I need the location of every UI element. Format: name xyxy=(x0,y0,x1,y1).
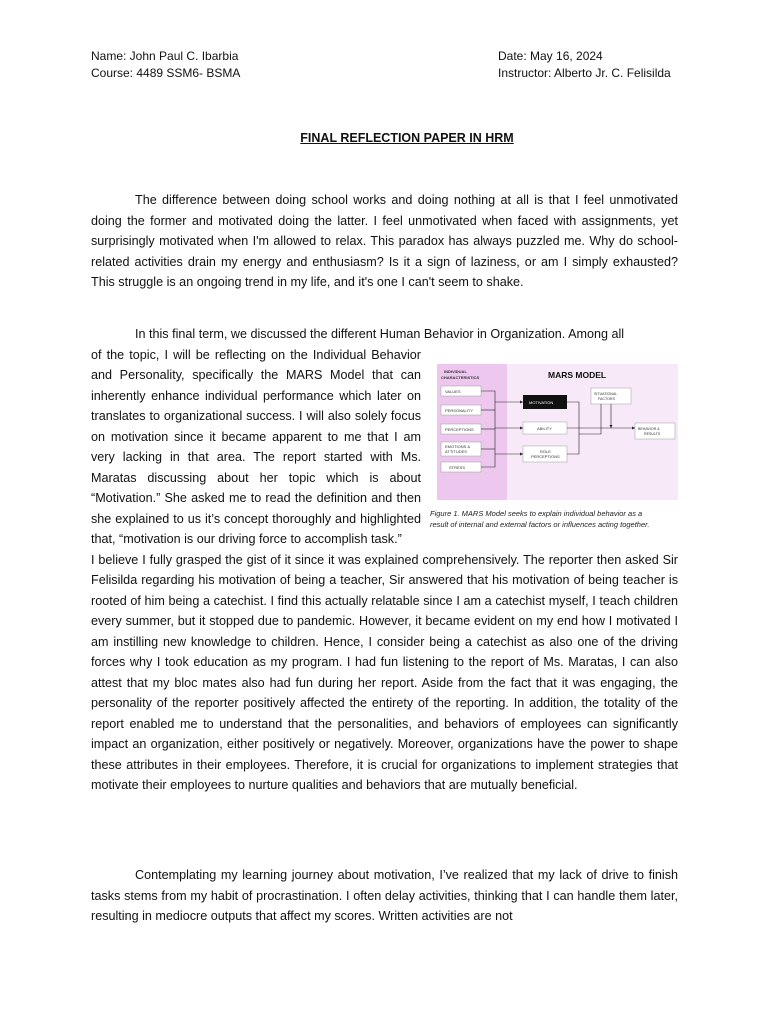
situational-factors-box xyxy=(591,388,631,404)
header-right xyxy=(498,48,671,81)
attitudes-label: ATTITUDES xyxy=(445,449,467,454)
header-left xyxy=(91,48,240,81)
stress-label: STRESS xyxy=(449,465,466,470)
mars-model-diagram xyxy=(437,364,678,500)
role-line1: ROLE xyxy=(540,449,551,454)
paragraph-2-wrapped-text: of the topic, I will be reflecting on the Individual Behavior and Personality, specifically the MARS Model that can inherently enhance individual performance which later on translates to organizational success. I will also solely focus on motivation since it became apparent to me that I am very lacking in that area. The report started with Ms. Maratas discussing about her topic which is about “Motivation.” She asked me to read the definition and then she explained to us it’s concept thoroughly and highlighted that, “motivation is our driving force to accomplish task.” xyxy=(91,347,421,546)
motivation-label: MOTIVATION xyxy=(529,400,554,405)
left-header-line2: CHARACTERISTICS xyxy=(441,375,480,380)
perceptions-label: PERCEPTIONS xyxy=(445,427,474,432)
instructor-line: Instructor: Alberto Jr. C. Felisilda xyxy=(498,65,671,80)
date-line: Date: May 16, 2024 xyxy=(498,49,603,63)
behavior-results-box xyxy=(635,423,675,439)
paragraph-2-first-line: In this final term, we discussed the different Human Behavior in Organization. Among all xyxy=(135,327,625,341)
student-name: Name: John Paul C. Ibarbia xyxy=(91,49,239,63)
role-line2: PERCEPTIONS xyxy=(531,454,560,459)
figure-title: MARS MODEL xyxy=(548,370,607,380)
values-label: VALUES xyxy=(445,389,461,394)
personality-label: PERSONALITY xyxy=(445,408,474,413)
ability-label: ABILITY xyxy=(537,426,552,431)
behavior-line1: BEHAVIOR & xyxy=(638,427,660,431)
mars-model-figure xyxy=(437,364,678,500)
paragraph-3: Contemplating my learning journey about motivation, I’ve realized that my lack of drive to finish tasks stems from my habit of procrastination. I often delay activities, thinking that I can handle them later, resulting in mediocre outputs that affect my scores. Written activities are not xyxy=(91,868,678,923)
situational-line1: SITUATIONAL xyxy=(594,392,618,396)
course-line: Course: 4489 SSM6- BSMA xyxy=(91,65,241,80)
page-title: FINAL REFLECTION PAPER IN HRM xyxy=(300,131,514,145)
figure-caption: Figure 1. MARS Model seeks to explain individual behavior as a result of internal and external factors or influences acting together. xyxy=(430,509,650,529)
behavior-line2: RESULTS xyxy=(644,432,661,436)
paragraph-1: The difference between doing school works and doing nothing at all is that I feel unmotivated doing the former and motivated doing the latter. I feel unmotivated when faced with assignments, yet surprisingly motivated when I'm allowed to relax. This paradox has always puzzled me. Why do school-related activities drain my energy and enthusiasm? Is it a sign of laziness, or am I simply exhausted? This struggle is an ongoing trend in my life, and it's one I can't seem to shake. xyxy=(91,193,678,289)
paragraph-2-continuation: I believe I fully grasped the gist of it since it was explained comprehensively. The reporter then asked Sir Felisilda regarding his motivation of being a teacher, Sir answered that his motivation of being teacher is rooted of him being a catechist. I find this actually relatable since I am a catechist myself, I teach children every summer, but it stopped due to pandemic. However, it became evident on my end how I motivated I am instilling new knowledge to children. Hence, I consider being a catechist as also one of the driving forces why I took education as my program. I had fun listening to the report of Ms. Maratas, I can also attest that my bloc mates also had fun during her report. Aside from the fact that it was engaging, the personality of the reporter positively affected the entirety of the reporting. In addition, the totality of the report enabled me to understand that the personalities, and behaviors of employees can significantly impact an organization, either positively or negatively. Moreover, organizations have the power to shape these attributes in their employees. Therefore, it is crucial for organizations to implement strategies that motivate their employees to nurture qualities and behaviors that are mutually beneficial. xyxy=(91,552,678,792)
situational-line2: FACTORS xyxy=(598,397,615,401)
left-header-line1: INDIVIDUAL xyxy=(444,369,467,374)
emotions-label: EMOTIONS & xyxy=(445,444,471,449)
